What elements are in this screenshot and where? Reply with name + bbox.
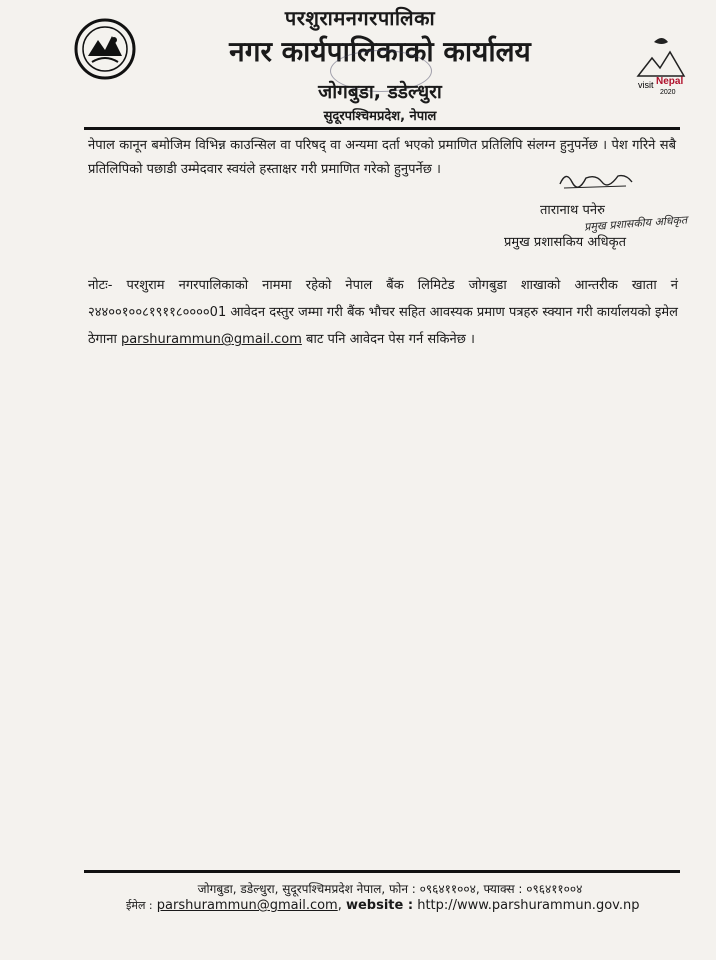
- visit-nepal-logo: [632, 32, 692, 96]
- footer-website-label: website :: [345, 898, 414, 913]
- footer-email-link[interactable]: parshurammun@gmail.com: [156, 898, 338, 913]
- logo-text-year: 2020: [660, 89, 676, 96]
- municipality-emblem-icon: [74, 18, 136, 80]
- body-paragraph: नेपाल कानून बमोजिम विभिन्न काउन्सिल वा परिषद् वा अन्यमा दर्ता भएको प्रमाणित प्रतिलिपि संलग्न हुनुपर्नेछ । पेश गरिने सबै प्रतिलिपिको पछाडी उम्मेदवार स्वयंले हस्ताक्षर गरी प्रमाणित गरेको हुनुपर्नेछ ।: [88, 138, 676, 177]
- signature-icon: [556, 168, 636, 192]
- footer-email-label: ईमेल :: [126, 899, 153, 912]
- logo-text-visit: visit: [638, 80, 654, 90]
- footer-divider: [84, 870, 680, 873]
- note-email-link[interactable]: parshurammun@gmail.com: [120, 332, 302, 347]
- header-divider: [84, 127, 680, 130]
- signer-handwritten-title: प्रमुख प्रशासकीय अधिकृत: [583, 213, 688, 234]
- footer-address: जोगबुडा, डडेल्धुरा, सुदूरपश्चिमप्रदेश नेपाल, फोन : ०९६४११००४, फ्याक्स : ०९६४११००४: [197, 882, 583, 896]
- logo-text-nepal: Nepal: [656, 76, 684, 87]
- office-province: सुदूरपश्चिमप्रदेश, नेपाल: [323, 109, 437, 124]
- office-title: नगर कार्यपालिकाको कार्यालय: [229, 35, 531, 68]
- signer-name: तारानाथ पनेरु: [540, 203, 605, 218]
- footer-contact: ईमेल : parshurammun@gmail.com, website : http://www.parshurammun.gov.np: [126, 898, 640, 913]
- footer-website-link[interactable]: http://www.parshurammun.gov.np: [417, 898, 640, 913]
- office-location: जोगबुडा, डडेल्धुरा: [318, 81, 442, 103]
- signer-title: प्रमुख प्रशासकिय अधिकृत: [504, 235, 627, 250]
- note-text-end: बाट पनि आवेदन पेस गर्न सकिनेछ ।: [306, 332, 475, 347]
- municipality-name: परशुरामनगरपालिका: [284, 6, 436, 30]
- note-paragraph: [88, 272, 678, 353]
- note-text: नोटः- परशुराम नगरपालिकाको नाममा रहेको नेपाल बैंक लिमिटेड जोगबुडा शाखाको आन्तरीक खाता नं २४४००१००८१९११८००००01 आवेदन दस्तुर जम्मा गरी बैंक भौचर सहित आवस्यक प्रमाण पत्रहरु स्क्यान गरी कार्यालयको इमेल ठेगाना: [88, 278, 678, 347]
